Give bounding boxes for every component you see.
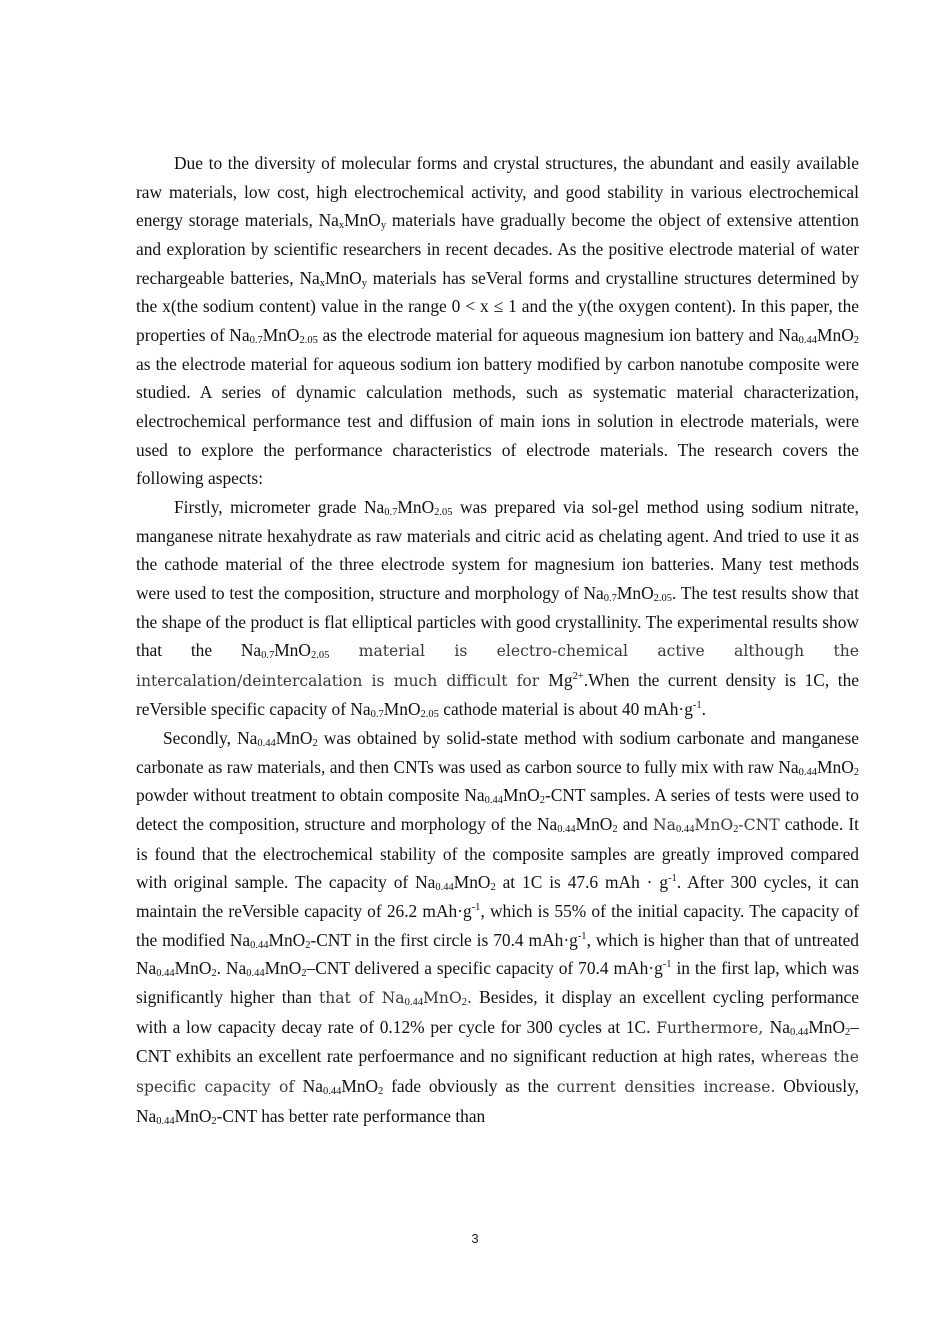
document-page (136, 149, 859, 1130)
subscript: 2 (853, 334, 859, 346)
subscript: 0.44 (156, 1115, 175, 1127)
subscript: 0.7 (384, 506, 398, 518)
subscript: 2 (490, 882, 496, 894)
subscript: 0.44 (435, 882, 454, 894)
subscript: 2 (461, 997, 467, 1009)
paragraph-firstly: Firstly, micrometer grade $Na_{0.7}MnO_{2.05}$ was prepared via sol-gel method using sodium nitrate, manganese nitrate hexahydrate as raw materials and citric acid as chelating agent. And tried to use it as the cathode material of the three electrode system for magnesium ion batteries. Many test methods were used to test the composition, structure and morphology of $Na_{0.7}MnO_{2.05}$. The test results show that the shape of the product is flat elliptical particles with good crystallinity. The experimental results show that the $Na_{0.7}MnO_{2.05}$ material is electro-chemical active although the intercalation/deintercalation is much difficult for $Mg^{2+}.When$ the current density is 1C, the reVersible specific capacity of $Na_{0.7}MnO_{2.05}$ cathode material is about 40 $mAh\cdot g^{-1}$. (136, 496, 860, 721)
subscript: 2 (845, 1026, 851, 1038)
subscript: 0.44 (246, 968, 265, 980)
subscript: 0.44 (257, 738, 276, 750)
subscript: y (380, 220, 387, 232)
text-run-alt: MnO (422, 989, 462, 1008)
subscript: 0.7 (249, 334, 263, 346)
text-run-alt: that of Na (318, 989, 405, 1008)
subscript: 2 (612, 824, 618, 836)
subscript: 0.44 (156, 968, 175, 980)
subscript: 2 (378, 1086, 384, 1097)
superscript: -1 (662, 959, 672, 971)
subscript: 2.05 (653, 592, 672, 604)
text-run-alt: material is electro-chemical active although the intercalation/deintercalation is much difficult for (136, 642, 859, 690)
paragraph-secondly: Secondly, $Na_{0.44}MnO_2$ was obtained by solid-state method with sodium carbonate and manganese carbonate as raw materials, and then CNTs was used as carbon source to fully mix with raw $Na_{0.44}MnO_2$ powder without treatment to obtain composite $Na_{0.44}MnO_2$-CNT samples. A series of tests were used to detect the composition, structure and morphology of the $Na_{0.44}MnO_2$ and $Na_{0.44}MnO_2$-CNT cathode. It is found that the electrochemical stability of the composite samples are greatly improved compared with original sample. The capacity of $Na_{0.44}MnO_2$ at 1C is 47.6 mAh · $g^{-1}$. After 300 cycles, it can maintain the reVersible capacity of 26.2 $mAh\cdot g^{-1}$, which is 55% of the initial capacity. The capacity of the modified $Na_{0.44}MnO_2$-CNT in the first circle is 70.4 $mAh\cdot g^{-1}$, which is higher than that of untreated $Na_{0.44}MnO_2$. $Na_{0.44}MnO_2$–CNT delivered a specific capacity of 70.4 $mAh\cdot g^{-1}$ in the first lap, which was significantly higher than that of $Na_{0.44}MnO_2$. Besides, it display an excellent cycling performance with a low capacity decay rate of 0.12% per cycle for 300 cycles at 1C. Furthermore, $Na_{0.44}MnO_2$–CNT exhibits an excellent rate perfoermance and no significant reduction at high rates, whereas the specific capacity of $Na_{0.44}MnO_2$ fade obviously as the current densities increase. Obviously, $Na_{0.44}MnO_2$-CNT has better rate performance than (136, 728, 860, 1127)
subscript: 0.44 (789, 1026, 809, 1038)
subscript: 2 (211, 1115, 217, 1127)
subscript: x (319, 277, 325, 289)
subscript: 2 (211, 968, 217, 980)
paragraph-intro: Due to the diversity of molecular forms and crystal structures, the abundant and easily available raw materials, low cost, high electrochemical activity, and good stability in various electrochemical energy storage materials, $Na_xMnO_y$ materials have gradually become the object of extensive attention and exploration by scientific researchers in recent decades. As the positive electrode material of water rechargeable batteries, $Na_xMnO_y$ materials has seVeral forms and crystalline structures determined by the x(the sodium content) value in the range 0 < x ≤ 1 and the y(the oxygen content). In this paper, the properties of $Na_{0.7}MnO_{2.05}$ as the electrode material for aqueous magnesium ion battery and $Na_{0.44}MnO_2$ as the electrode material for aqueous sodium ion battery modified by carbon nanotube composite were studied. A series of dynamic calculation methods, such as systematic material characterization, electrochemical performance test and diffusion of main ions in solution in electrode materials, were used to explore the performance characteristics of electrode materials. The research covers the following aspects: (136, 153, 859, 489)
subscript: 0.44 (250, 939, 269, 951)
text-run-alt: current densities increase. (556, 1078, 776, 1096)
superscript: -1 (577, 930, 587, 942)
subscript: 2.05 (420, 709, 439, 721)
page-number: 3 (471, 1231, 479, 1246)
superscript: -1 (692, 700, 702, 712)
subscript: 2.05 (310, 650, 330, 662)
subscript: 2 (733, 824, 739, 836)
text-run-alt: Furthermore, (656, 1018, 770, 1037)
subscript: 2 (305, 939, 311, 951)
text-run-alt: whereas the specific capacity of (136, 1048, 859, 1096)
subscript: 0.44 (484, 795, 504, 807)
subscript: 0.44 (322, 1086, 342, 1097)
subscript: 2.05 (299, 334, 318, 346)
text-run-alt: -CNT (738, 816, 780, 835)
subscript: 0.7 (261, 650, 275, 662)
superscript: 2+ (572, 670, 584, 682)
subscript: 0.44 (798, 334, 818, 346)
subscript: 0.7 (603, 592, 617, 604)
subscript: 2 (539, 795, 545, 807)
subscript: 0.44 (557, 824, 576, 836)
subscript: 2.05 (434, 506, 453, 518)
text-run-alt: Na (653, 816, 676, 835)
subscript: 2 (312, 738, 318, 750)
subscript: 2 (301, 968, 307, 980)
subscript: 2 (853, 766, 859, 778)
subscript: x (338, 220, 345, 232)
text-run-alt: . (466, 989, 472, 1008)
superscript: -1 (668, 873, 677, 885)
subscript: 0.44 (404, 997, 423, 1009)
superscript: -1 (471, 902, 481, 914)
subscript: 0.7 (370, 709, 384, 721)
subscript: 0.44 (798, 766, 818, 778)
subscript: 0.44 (675, 824, 695, 836)
subscript: y (361, 277, 367, 289)
text-run-alt: MnO (694, 816, 734, 835)
